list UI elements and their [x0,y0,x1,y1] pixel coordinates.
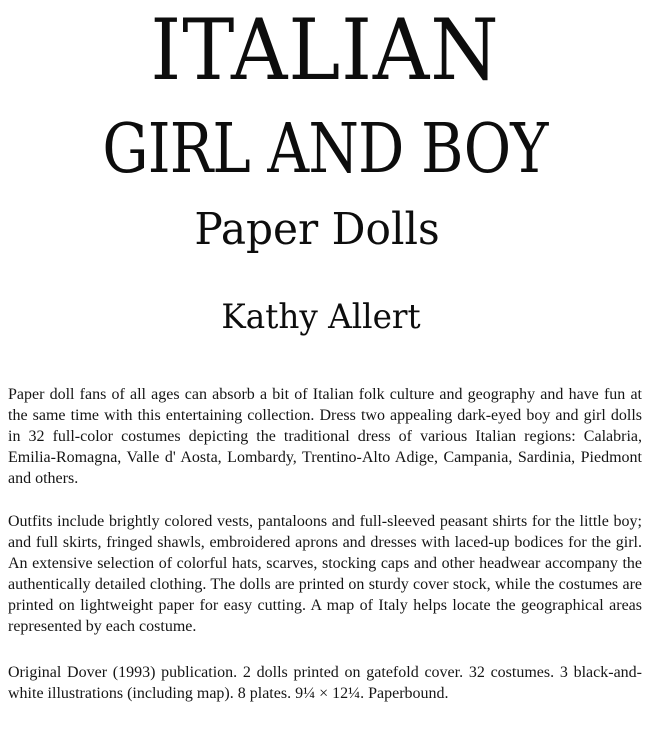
publication-details: Original Dover (1993) publication. 2 dolls printed on gatefold cover. 32 costumes. 3 black-and-white illustrations (including map). 8 plates. 9¼ × 12¼. Paperbound. [8,664,642,702]
description-paragraph-outfits: Outfits include brightly colored vests, pantaloons and full-sleeved peasant shirts for the little boy; and full skirts, fringed shawls, embroidered aprons and dresses with laced-up bodices for the girl. An extensive selection of colorful hats, scarves, stocking caps and other headwear accompany the authentically detailed clothing. The dolls are printed on sturdy cover stock, while the costumes are printed on lightweight paper for easy cutting. A map of Italy helps locate the geographical areas represented by each costume. [8,513,642,635]
title-line-paper-dolls: Paper Dolls [194,204,440,255]
title-line-girl-and-boy: GIRL AND BOY [102,110,548,189]
description-paragraph-intro: Paper doll fans of all ages can absorb a bit of Italian folk culture and geography and have fun at the same time with this entertaining collection. Dress two appealing dark-eyed boy and girl dolls in 32 full-color costumes depicting the traditional dress of various Italian regions: Calabria, Emilia-Romagna, Valle d' Aosta, Lombardy, Trentino-Alto Adige, Campania, Sardinia, Piedmont and others. [8,386,642,487]
author-name: Kathy Allert [221,297,421,337]
title-line-italian: ITALIAN [150,1,500,99]
